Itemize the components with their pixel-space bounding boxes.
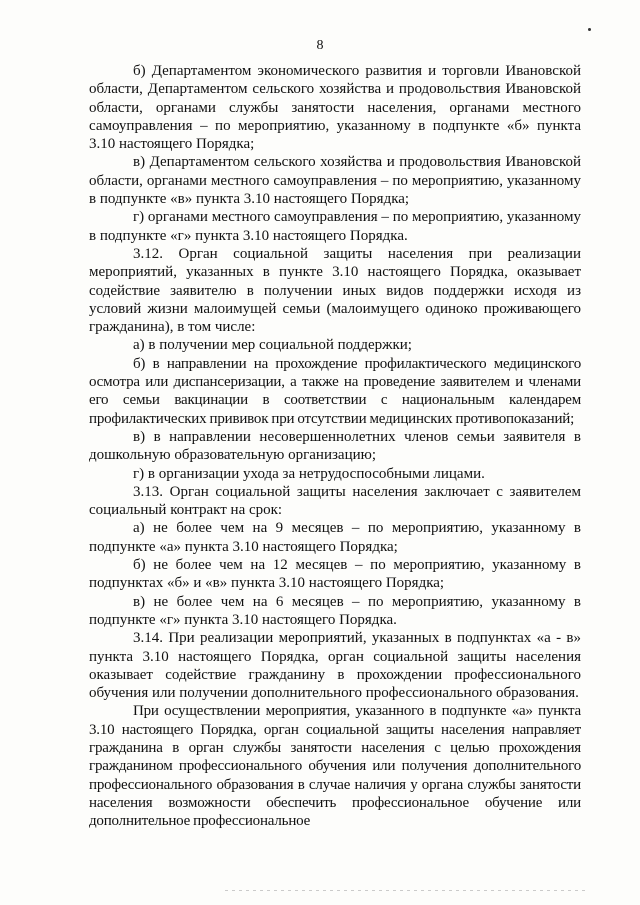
page-number: 8 [316,38,324,53]
paragraph-item-g-departments: г) органами местного самоуправления – по мероприятию, указанному в подпункте «г» пункта 3.10 настоящего Порядка. [89,209,581,244]
paragraph-3-13-item-v: в) не более чем на 6 месяцев – по мероприятию, указанному в подпункте «г» пункта 3.10 настоящего Порядка. [89,593,581,628]
scan-dot-mark [588,28,591,31]
paragraph-3-12-item-v: в) в направлении несовершеннолетних членов семьи заявителя в дошкольную образовательную организацию; [89,428,581,464]
paragraph-clause-3-14: 3.14. При реализации мероприятий, указанных в подпунктах «а - в» пункта 3.10 настоящего Порядка, орган социальной защиты населения оказывает содействие гражданину в прохождении профессионального обучения или получении дополнительного профессионального образования. [89,630,581,702]
paragraph-clause-3-13: 3.13. Орган социальной защиты населения заключает с заявителем социальный контракт на срок: [89,483,581,519]
paragraph-3-14-continuation: При осуществлении мероприятия, указанного в подпункте «а» пункта 3.10 настоящего Порядка, орган социальной защиты населения направляет гражданина в орган службы занятости населения с целью прохождения гражданином профессионального обучения или получения дополнительного профессионального образования в случае наличия у органа службы занятости населения возможности обеспечить профессиональное обучение или дополнительное профессиональное [89,703,581,830]
paragraph-item-v-departments: в) Департаментом сельского хозяйства и продовольствия Ивановской области, органами местного самоуправления – по мероприятию, указанному в подпункте «в» пункта 3.10 настоящего Порядка; [89,154,581,208]
paragraph-3-13-item-b: б) не более чем на 12 месяцев – по мероприятию, указанному в подпунктах «б» и «в» пункта 3.10 настоящего Порядка; [89,557,581,592]
paragraph-3-12-item-a: а) в получении мер социальной поддержки; [133,337,412,354]
document-body [89,62,581,830]
paragraph-clause-3-12: 3.12. Орган социальной защиты населения при реализации мероприятий, указанных в пункте 3.10 настоящего Порядка, оказывает содействие заявителю в получении иных видов поддержки исходя из условий жизни малоимущей семьи (малоимущего одиноко проживающего гражданина), в том числе: [89,245,581,336]
scan-edge-artifact [225,890,585,891]
paragraph-3-12-item-g: г) в организации ухода за нетрудоспособными лицами. [133,465,485,482]
paragraph-item-b-departments: б) Департаментом экономического развития и торговли Ивановской области, Департаментом сельского хозяйства и продовольствия Ивановской области, органами службы занятости населения, органами местного самоуправления – по мероприятию, указанному в подпункте «б» пункта 3.10 настоящего Порядка; [89,63,581,153]
paragraph-3-12-item-b: б) в направлении на прохождение профилактического медицинского осмотра или диспансеризации, а также на проведение заявителем и членами его семьи вакцинации в соответствии с национальным календарем профилактических прививок при отсутствии медицинских противопоказаний; [89,355,581,427]
paragraph-3-13-item-a: а) не более чем на 9 месяцев – по мероприятию, указанному в подпункте «а» пункта 3.10 настоящего Порядка; [89,520,581,555]
